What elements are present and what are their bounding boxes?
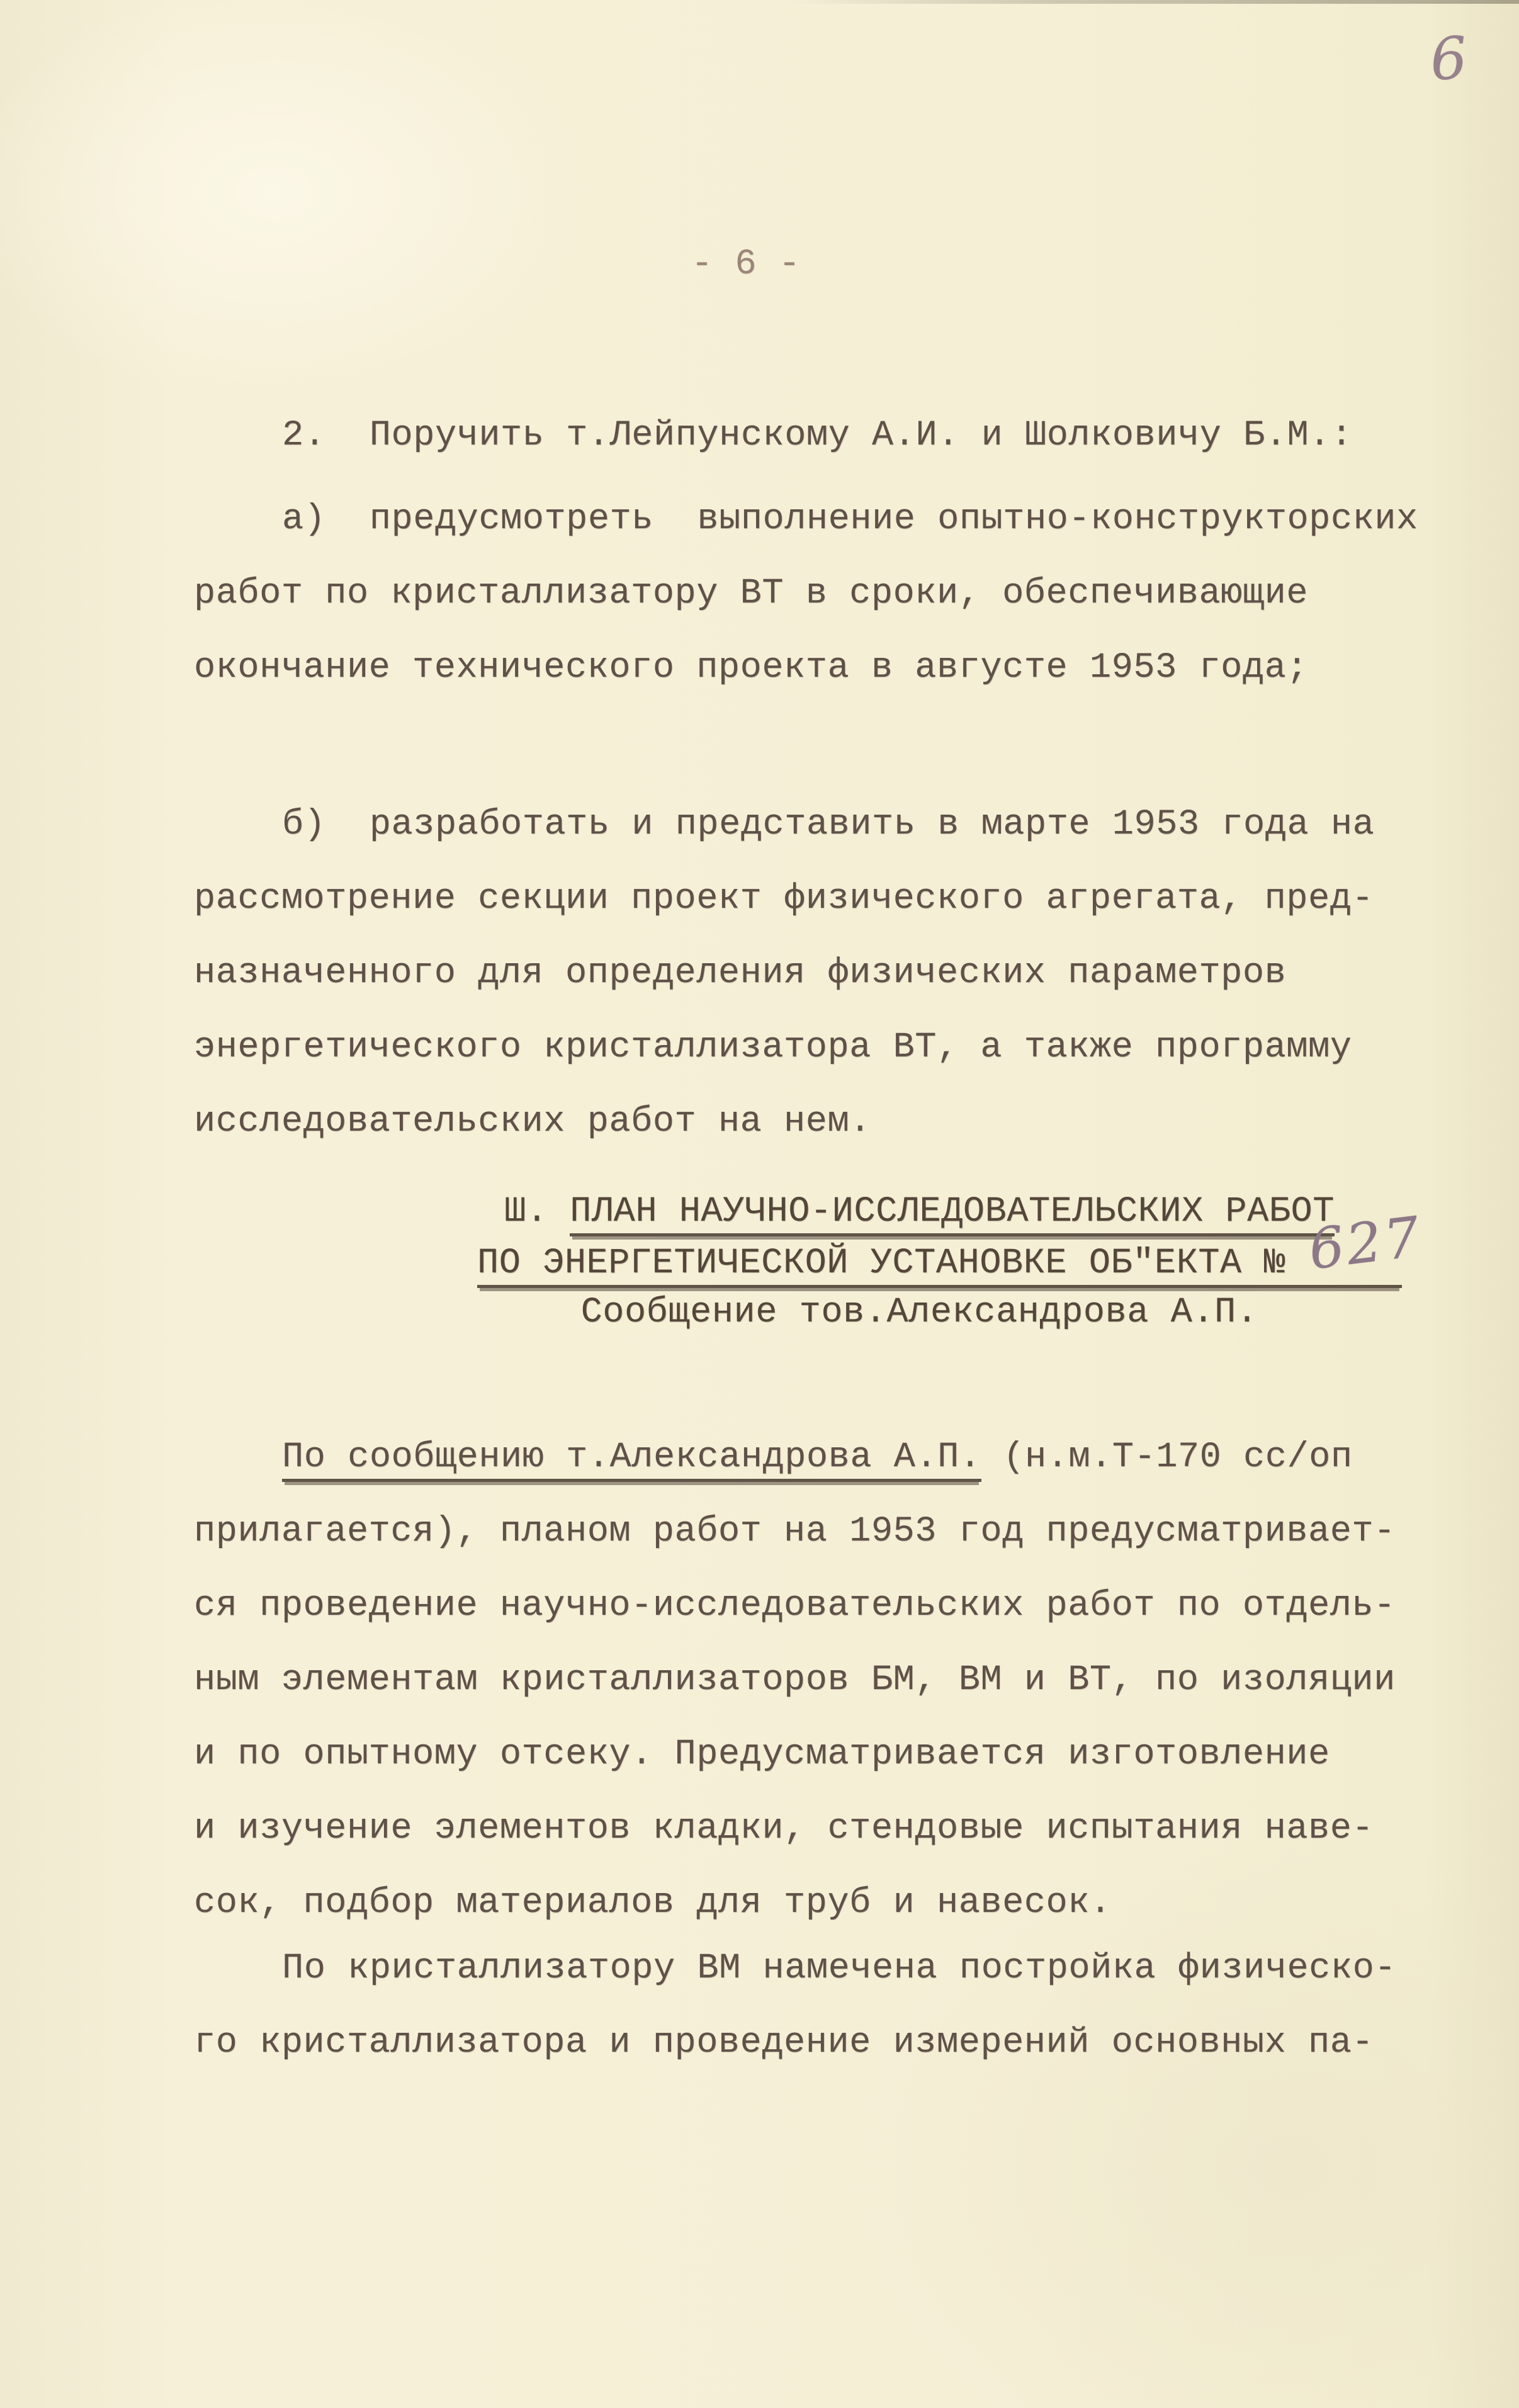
text-line: а) предусмотреть выполнение опытно-конструкторских: [282, 499, 1418, 540]
text-line: окончание технического проекта в августе 1953 года;: [194, 648, 1308, 688]
text-line: назначенного для определения физических параметров: [194, 953, 1287, 993]
text-line: исследовательских работ на нем.: [194, 1102, 871, 1142]
underlined-report-reference: По сообщению т.Александрова А.П.: [282, 1437, 981, 1482]
section-heading: [194, 1187, 1426, 1338]
report-reference-note: (н.м.Т-170 сс/оп: [981, 1437, 1353, 1478]
text-line: сок, подбор материалов для труб и навесок.: [194, 1883, 1112, 1923]
text-line: и изучение элементов кладки, стендовые испытания наве-: [194, 1809, 1374, 1849]
text-line: работ по кристаллизатору ВТ в сроки, обеспечивающие: [194, 574, 1308, 614]
text-line: По кристаллизатору ВМ намечена постройка физическо-: [282, 1948, 1396, 1989]
report-first-line: [194, 1420, 1362, 1495]
text-line: ным элементам кристаллизаторов БМ, ВМ и ВТ, по изоляции: [194, 1660, 1396, 1700]
scan-edge-artifact: [790, 0, 1519, 4]
paragraph-vm-crystallizer: [194, 1931, 1396, 2080]
text-line: и по опытному отсеку. Предусматривается изготовление: [194, 1734, 1330, 1775]
text-line: ся проведение научно-исследовательских работ по отдель-: [194, 1586, 1396, 1626]
text-line: го кристаллизатора и проведение измерений основных па-: [194, 2023, 1374, 2063]
paragraph-item-b: [194, 788, 1375, 1159]
text-line: прилагается), планом работ на 1953 год предусматривает-: [194, 1512, 1396, 1552]
paragraph-item-a: [194, 482, 1418, 705]
typed-page-number: - 6 -: [691, 244, 801, 285]
paragraph-report: [194, 1420, 1396, 1940]
text-line: энергетического кристаллизатора ВТ, а также программу: [194, 1027, 1352, 1068]
heading-title-line-2: ПО ЭНЕРГЕТИЧЕСКОЙ УСТАНОВКЕ ОБ"ЕКТА №: [477, 1243, 1307, 1284]
handwritten-page-number: 6: [1428, 24, 1470, 94]
report-continuation: [194, 1495, 1396, 1940]
text-line: б) разработать и представить в марте 1953 года на: [282, 805, 1375, 845]
object-number-handwritten: 627: [1305, 1204, 1426, 1282]
heading-line-1: [477, 1187, 1362, 1237]
text-line: рассмотрение секции проект физического агрегата, пред-: [194, 879, 1374, 919]
paragraph-assignment: [194, 399, 1362, 473]
section-numeral: Ш.: [504, 1192, 570, 1232]
heading-title-line-1: ПЛАН НАУЧНО-ИССЛЕДОВАТЕЛЬСКИХ РАБОТ: [570, 1192, 1335, 1236]
heading-subtitle: Сообщение тов.Александрова А.П.: [580, 1292, 1258, 1333]
text-line: 2. Поручить т.Лейпунскому А.И. и Шолковичу Б.М.:: [282, 415, 1353, 456]
